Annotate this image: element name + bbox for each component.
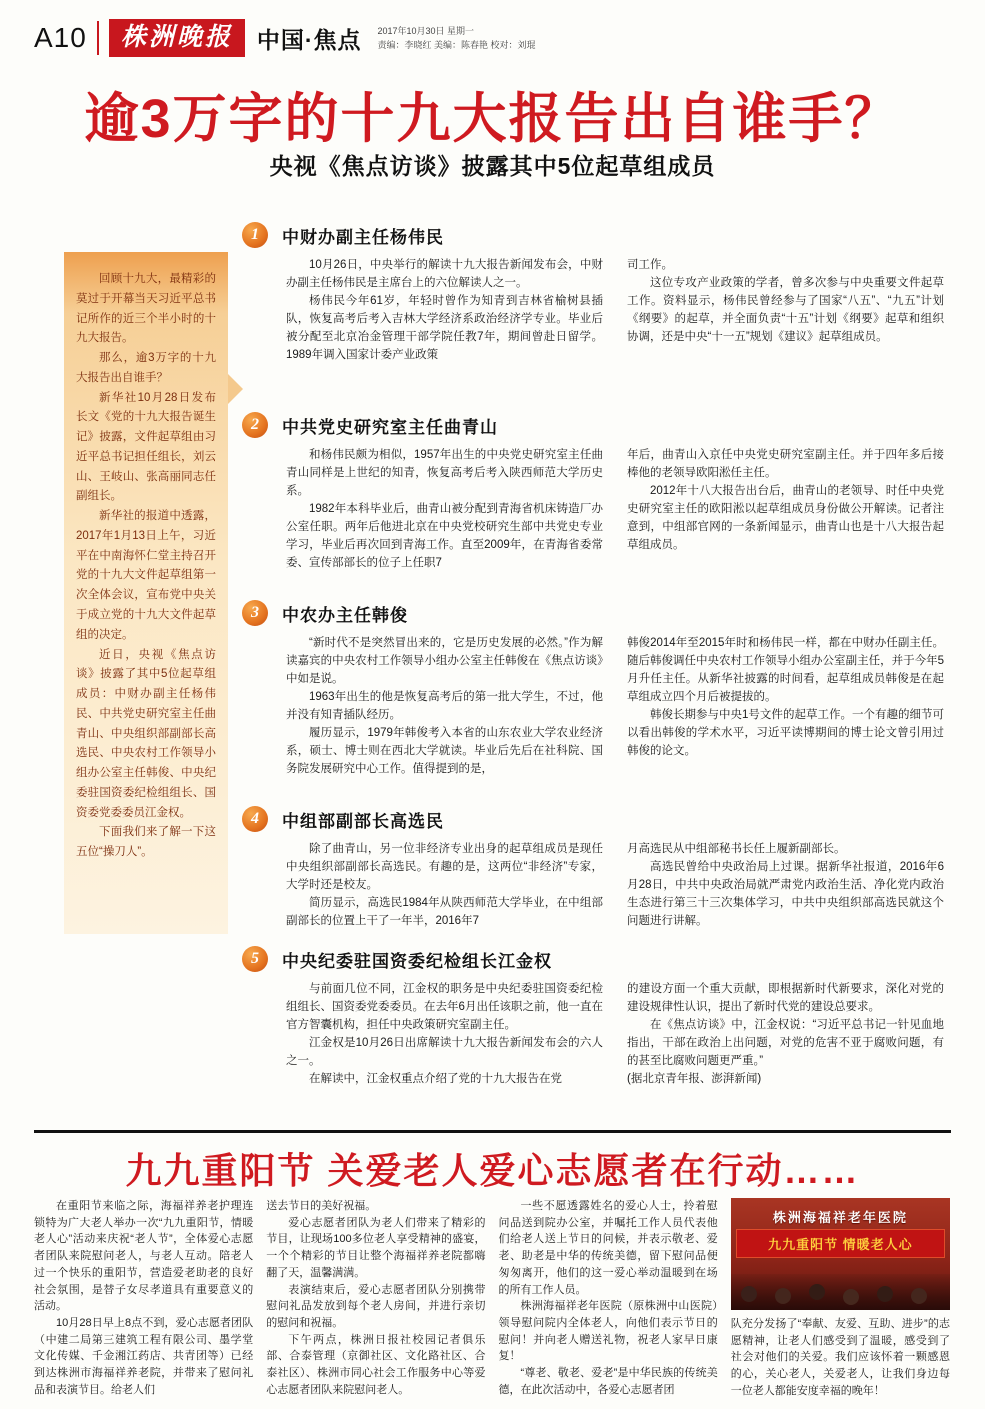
article-credit: (据北京青年报、澎湃新闻) <box>627 1073 762 1086</box>
section-title: 中组部副部长高选民 <box>282 811 444 831</box>
section-quqingshan <box>242 412 944 572</box>
main-headline: 逾3万字的十九大报告出自谁手？ <box>84 89 901 149</box>
sidebar-arrow <box>228 374 243 404</box>
article-paragraph: 高选民曾给中央政治局上过课。据新华社报道，2016年6月28日，中共中央政治局就严肃党内政治生活、净化党内政治生态进行第三十三次集体学习，中共中央组织部高选民就这个问题进行讲解。 <box>627 861 944 928</box>
article-paragraph: 杨伟民今年61岁，年轻时曾作为知青到吉林省榆树县插队，恢复高考后考入吉林大学经济系政治经济学专业。毕业后被分配至北京冶金管理干部学院任教7年，期间曾赴日留学。1989年调入国家计委产业政策 <box>286 295 603 362</box>
article-divider-rule <box>34 1130 951 1133</box>
section-yangweimin <box>242 222 944 364</box>
article-paragraph: 韩俊长期参与中央1号文件的起草工作。一个有趣的细节可以看出韩俊的学术水平，习近平读博期间的博士论文曾引用过韩俊的论文。 <box>627 709 944 758</box>
article-paragraph: 一些不愿透露姓名的爱心人士，拎着慰问品送到院办公室，并嘱托工作人员代表他们给老人送上节日的问候，并表示敬老、爱老、助老是中华的传统美德，留下慰问品便匆匆离开，他们的这一爱心举动温暖到在场的所有工作人员。 <box>498 1200 718 1296</box>
section-column-right <box>627 840 944 930</box>
header-divider <box>97 21 99 55</box>
sub-headline: 央视《焦点访谈》披露其中5位起草组成员 <box>269 153 716 179</box>
section-number-badge: 3 <box>242 600 268 626</box>
article-paragraph: 表演结束后，爱心志愿者团队分别携带慰问礼品发放到每个老人房间，并进行亲切的慰问和祝福。 <box>266 1283 486 1330</box>
sidebar-paragraph: 近日，央视《焦点访谈》披露了其中5位起草组成员：中财办副主任杨伟民、中共党史研究室主任曲青山、中央组织部副部长高选民、中央农村工作领导小组办公室主任韩俊、中央纪委驻国资委纪检组组长、国资委党委委员江金权。 <box>76 648 216 819</box>
section-columns <box>242 980 944 1088</box>
section-header <box>242 412 944 438</box>
article-paragraph: 10月28日早上8点不到，爱心志愿者团队（中建二局第三建筑工程有限公司、墨学堂文化传媒、千金湘江药店、共青团等）已经到达株洲市海福祥养老院，并带来了慰问礼品和表演节目。给老人们 <box>34 1317 254 1396</box>
bottom-headline: 九九重阳节 关爱老人爱心志愿者在行动…… <box>125 1150 860 1191</box>
article-paragraph: 1963年出生的他是恢复高考后的第一批大学生，不过，他并没有知青插队经历。 <box>286 691 603 722</box>
section-column-left <box>286 840 603 930</box>
intro-sidebar <box>64 252 228 934</box>
article-paragraph: 在解读中，江金权重点介绍了党的十九大报告在党 <box>309 1073 562 1086</box>
masthead-logo: 株洲晚报 <box>109 19 245 57</box>
article-paragraph: 韩俊2014年至2015年时和杨伟民一样，都在中财办任副主任。随后韩俊调任中央农村工作领导小组办公室副主任，并于今年5月升任主任。从新华社披露的时间看，起草组成员韩俊是在起草组成立四个月后被提拔的。 <box>627 637 944 704</box>
section-number-badge: 2 <box>242 412 268 438</box>
section-column-left <box>286 446 603 572</box>
section-label: 中国·焦点 <box>256 26 362 53</box>
page-number: A10 <box>34 22 87 53</box>
section-column-left <box>286 256 603 364</box>
sidebar-paragraph: 新华社的报道中透露，2017年1月13日上午，习近平在中南海怀仁堂主持召开党的十九大文件起草组第一次全体会议，宣布党中央关于成立党的十九大文件起草组的决定。 <box>76 510 216 641</box>
sidebar-paragraph: 那么，逾3万字的十九大报告出自谁手？ <box>76 352 216 384</box>
section-columns <box>242 634 944 778</box>
article-paragraph: 与前面几位不同，江金权的职务是中央纪委驻国资委纪检组组长、国资委党委委员。在去年6月出任该职之前，他一直在官方智囊机构，担任中央政策研究室副主任。 <box>286 983 603 1032</box>
bottom-column-3 <box>499 1198 718 1400</box>
section-hanjun <box>242 600 944 778</box>
article-paragraph: 简历显示，高选民1984年从陕西师范大学毕业，在中组部副部长的位置上干了一年半，2016年7 <box>286 897 603 928</box>
section-column-right <box>627 256 944 364</box>
event-photo <box>731 1198 950 1310</box>
section-title: 中央纪委驻国资委纪检组长江金权 <box>282 951 552 971</box>
sidebar-paragraph: 新华社10月28日发布长文《党的十九大报告诞生记》披露，文件起草组由习近平总书记担任组长，刘云山、王岐山、张高丽同志任副组长。 <box>76 391 216 503</box>
section-column-right <box>627 634 944 778</box>
article-paragraph: 10月26日，中央举行的解读十九大报告新闻发布会，中财办副主任杨伟民是主席台上的六位解读人之一。 <box>286 259 603 290</box>
bottom-column-1 <box>34 1198 253 1400</box>
article-paragraph: 在重阳节来临之际，海福祥养老护理连锁特为广大老人举办一次“九九重阳节，情暖老人心”活动来庆祝“老人节”，全体爱心志愿者团队来院慰问老人，与老人互动。陪老人过一个快乐的重阳节，营造爱老助老的良好社会氛围，是替子女尽孝道具有重要意义的活动。 <box>34 1200 254 1313</box>
section-column-left <box>286 634 603 778</box>
section-header <box>242 222 944 248</box>
section-title: 中共党史研究室主任曲青山 <box>282 417 498 437</box>
article-paragraph: 2012年十八大报告出台后，曲青山的老领导、时任中央党史研究室主任的欧阳淞以起草组成员身份做公开解读。记者注意到，中组部官网的一条新闻显示，曲青山也是十八大报告起草组成员。 <box>627 485 944 552</box>
section-title: 中农办主任韩俊 <box>282 605 408 625</box>
bottom-column-4 <box>731 1198 950 1400</box>
article-paragraph: 在《焦点访谈》中，江金权说：“习近平总书记一针见血地指出，干部在政治上出问题，对党的危害不亚于腐败问题，有的甚至比腐败问题更严重。” <box>627 1019 944 1068</box>
section-header <box>242 806 944 832</box>
section-columns <box>242 256 944 364</box>
section-number-badge: 5 <box>242 946 268 972</box>
section-header <box>242 946 944 972</box>
article-paragraph: 月高选民从中组部秘书长任上履新副部长。 <box>627 843 846 855</box>
photo-sign-text: 株洲海福祥老年医院 <box>772 1210 908 1225</box>
section-column-right <box>627 446 944 572</box>
bottom-column-2 <box>266 1198 485 1400</box>
article-paragraph: 江金权是10月26日出席解读十九大报告新闻发布会的六人之一。 <box>286 1037 603 1068</box>
staff-line: 责编：李晓红 美编：陈春艳 校对：刘琨 <box>377 40 536 50</box>
article-paragraph: 和杨伟民颇为相似，1957年出生的中央党史研究室主任曲青山同样是上世纪的知青，恢复高考后考入陕西师范大学历史系。 <box>286 449 603 498</box>
section-number-badge: 4 <box>242 806 268 832</box>
section-column-left <box>286 980 603 1088</box>
date-block <box>378 24 536 53</box>
article-paragraph: 除了曲青山，另一位非经济专业出身的起草组成员是现任中央组织部副部长高选民。有趣的是，这两位“非经济”专家，大学时还是校友。 <box>286 843 603 892</box>
article-paragraph: 这位专攻产业政策的学者，曾多次参与中央重要文件起草工作。资料显示，杨伟民曾经参与了国家“八五”、“九五”计划《纲要》的起草，并全面负责“十五”计划《纲要》起草和组织协调，还是中央“十一五”规划《建议》起草组成员。 <box>627 277 944 344</box>
section-header <box>242 600 944 626</box>
section-columns <box>242 840 944 930</box>
section-column-right <box>627 980 944 1088</box>
article-paragraph: 的建设方面一个重大贡献，即根据新时代新要求，深化对党的建设规律性认识，提出了新时代党的建设总要求。 <box>627 983 944 1014</box>
sidebar-paragraph: 回顾十九大，最精彩的莫过于开幕当天习近平总书记所作的近三个半小时的十九大报告。 <box>76 273 216 345</box>
article-paragraph: 年后，曲青山入京任中央党史研究室副主任。并于四年多后接棒他的老领导欧阳淞任主任。 <box>627 449 944 480</box>
article-paragraph: 1982年本科毕业后，曲青山被分配到青海省机床铸造厂办公室任职。两年后他进北京在中央党校研究生部中共党史专业学习，毕业后再次回到青海工作。直至2009年，在青海省委常委、宣传部部长的位子上任职7 <box>286 503 603 570</box>
article-paragraph: 下午两点，株洲日报社校园记者俱乐部、合泰管理（京御社区、文化路社区、合泰社区）、株洲市同心社会工作服务中心等爱心志愿者团队来院慰问老人。 <box>266 1333 486 1396</box>
article-paragraph: 履历显示，1979年韩俊考入本省的山东农业大学农业经济系，硕士、博士则在西北大学就读。毕业后先后在社科院、国务院发展研究中心工作。值得提到的是， <box>286 727 603 776</box>
article-paragraph: “尊老、敬老、爱老”是中华民族的传统美德，在此次活动中，各爱心志愿者团 <box>498 1367 718 1396</box>
section-title: 中财办副主任杨伟民 <box>282 227 444 247</box>
section-columns <box>242 446 944 572</box>
section-number-badge: 1 <box>242 222 268 248</box>
article-paragraph: 爱心志愿者团队为老人们带来了精彩的节目，让现场100多位老人享受精神的盛宴，一个个精彩的节目让整个海福祥养老院都嗨翻了天，温馨满满。 <box>266 1216 486 1279</box>
photo-crowd <box>731 1274 950 1310</box>
section-jiangjinquan <box>242 946 944 1088</box>
article-paragraph: 送去节日的美好祝福。 <box>266 1200 377 1212</box>
page-header <box>34 16 951 60</box>
article-paragraph: 司工作。 <box>627 259 673 271</box>
section-gaoxuanmin <box>242 806 944 930</box>
photo-banner-text: 九九重阳节 情暖老人心 <box>736 1229 944 1258</box>
date-line: 2017年10月30日 星期一 <box>377 25 475 36</box>
article-paragraph: 队充分发扬了“奉献、友爱、互助、进步”的志愿精神，让老人们感受到了温暖，感受到了社会对他们的关爱。我们应该怀着一颗感恩的心，关心老人，关爱老人，让我们身边每一位老人都能安度幸福的晚年！ <box>730 1318 950 1397</box>
article-paragraph: “新时代不是突然冒出来的，它是历史发展的必然。”作为解读嘉宾的中央农村工作领导小组办公室主任韩俊在《焦点访谈》中如是说。 <box>286 637 603 686</box>
sidebar-paragraph: 下面我们来了解一下这五位“操刀人”。 <box>76 826 216 859</box>
bottom-article-columns <box>34 1198 950 1400</box>
article-paragraph: 株洲海福祥老年医院（原株洲中山医院）领导慰问院内全体老人，向他们表示节日的慰问！并向老人赠送礼物，祝老人家早日康复！ <box>498 1300 718 1363</box>
